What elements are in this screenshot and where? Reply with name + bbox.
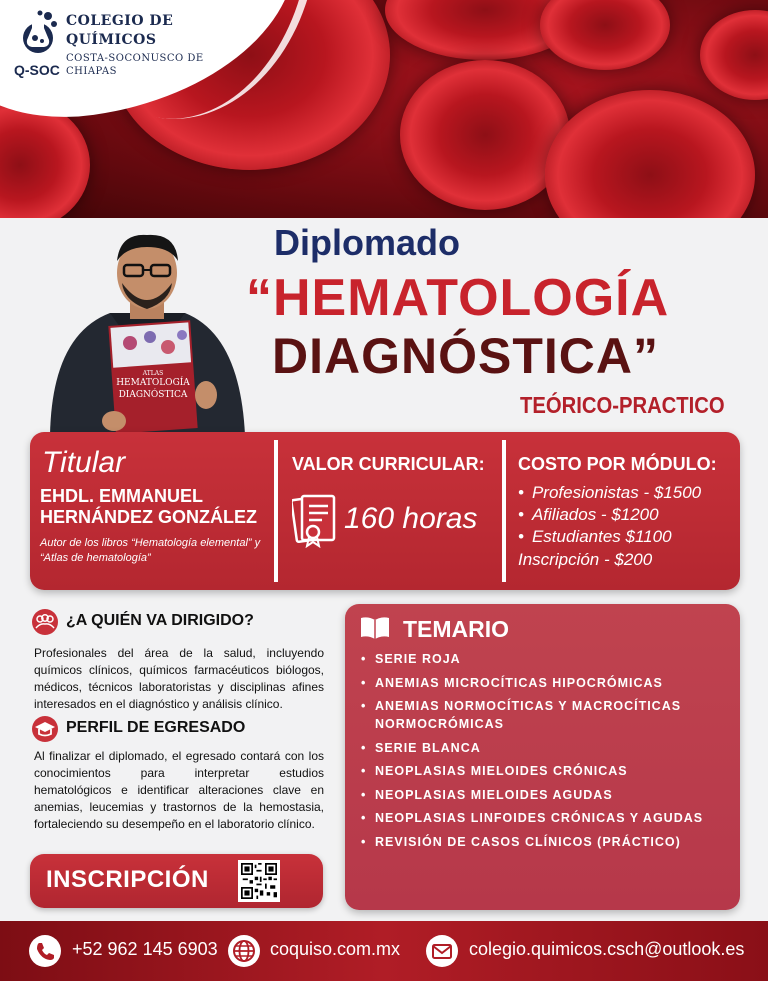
- graduation-cap-icon: [32, 716, 58, 742]
- blood-cell: [700, 10, 768, 100]
- divider: [274, 440, 278, 582]
- temario-item: • NEOPLASIAS MIELOIDES AGUDAS: [361, 786, 731, 804]
- temario-item: • NEOPLASIAS LINFOIDES CRÓNICAS Y AGUDAS: [361, 809, 731, 827]
- temario-item: • ANEMIAS NORMOCÍTICAS Y MACROCÍTICAS NORMOCRÓMICAS: [361, 697, 731, 733]
- temario-card: [345, 604, 740, 910]
- qr-code[interactable]: [238, 860, 280, 902]
- logo-short: Q-SOC: [14, 62, 60, 78]
- book-cover-line3: DIAGNÓSTICA: [118, 390, 188, 400]
- title-line-2: DIAGNÓSTICA”: [272, 328, 659, 384]
- logo-name: COLEGIO DE QUÍMICOS: [66, 13, 174, 48]
- speaker-photo: [40, 225, 255, 435]
- temario-item: • ANEMIAS MICROCÍTICAS HIPOCRÓMICAS: [361, 674, 731, 692]
- titular-name: EHDL. EMMANUEL HERNÁNDEZ GONZÁLEZ: [40, 486, 257, 527]
- temario-item: • NEOPLASIAS MIELOIDES CRÓNICAS: [361, 762, 731, 780]
- blood-cell: [400, 60, 570, 210]
- book-cover-line1: ATLAS: [142, 370, 164, 377]
- book-cover-line2: HEMATOLOGÍA: [116, 378, 190, 388]
- flask-logo-icon: [18, 10, 62, 56]
- email-link[interactable]: colegio.quimicos.csch@outlook.es: [469, 939, 745, 959]
- temario-list: [361, 650, 731, 856]
- globe-icon: [228, 935, 260, 967]
- certificate-icon: [292, 492, 338, 548]
- blood-cell: [0, 100, 90, 218]
- costo-item: • Estudiantes $1100: [518, 526, 701, 548]
- temario-item: • SERIE BLANCA: [361, 739, 731, 757]
- inscripcion-label: INSCRIPCIÓN: [46, 866, 209, 893]
- hero-banner: [0, 0, 768, 218]
- costo-inscripcion: Inscripción - $200: [518, 550, 653, 569]
- info-band: [30, 432, 740, 590]
- valor-heading: VALOR CURRICULAR:: [292, 454, 485, 474]
- costo-heading: COSTO POR MÓDULO:: [518, 454, 717, 474]
- titular-label: Titular: [42, 446, 126, 479]
- perfil-heading: PERFIL DE EGRESADO: [66, 719, 246, 736]
- group-icon: [32, 609, 58, 635]
- modality-label: TEÓRICO-PRACTICO: [520, 392, 725, 418]
- website-link[interactable]: coquiso.com.mx: [270, 939, 401, 959]
- mail-icon: [426, 935, 458, 967]
- temario-heading: TEMARIO: [403, 616, 510, 642]
- blood-cell: [540, 0, 670, 70]
- valor-hours: 160 horas: [344, 502, 478, 535]
- blood-cell: [545, 90, 755, 218]
- titular-description: Autor de los libros “Hematología elemental” y “Atlas de hematología”: [40, 537, 261, 564]
- footer: [0, 921, 768, 981]
- open-book-icon: [359, 616, 391, 640]
- costo-item: • Afiliados - $1200: [518, 504, 701, 526]
- perfil-text: Al finalizar el diplomado, el egresado contará con los conocimientos para interpretar estudios hematológicos e identificar alteraciones clave en anemias, leucemias y trastornos de la hemostasia, fortaleciendo su desempeño en el laboratorio clínico.: [34, 749, 324, 831]
- temario-item: • REVISIÓN DE CASOS CLÍNICOS (PRÁCTICO): [361, 833, 731, 851]
- dirigido-heading: ¿A QUIÉN VA DIRIGIDO?: [66, 612, 254, 629]
- phone-icon: [29, 935, 61, 967]
- logo-region: COSTA-SOCONUSCO DE CHIAPAS: [66, 53, 204, 77]
- temario-item: • SERIE ROJA: [361, 650, 731, 668]
- inscripcion-button[interactable]: [30, 854, 323, 908]
- logo: [14, 10, 214, 80]
- phone-number[interactable]: +52 962 145 6903: [72, 939, 218, 959]
- diploma-kicker: Diplomado: [274, 222, 460, 263]
- costo-item: • Profesionistas - $1500: [518, 482, 701, 504]
- title-line-1: “HEMATOLOGÍA: [246, 269, 670, 327]
- costo-list: [518, 482, 701, 548]
- divider: [502, 440, 506, 582]
- dirigido-text: Profesionales del área de la salud, incluyendo químicos clínicos, químicos farmacéuticos biólogos, médicos, técnicos laboratoristas y disciplinas afines interesados en el diagnóstico y análisis clínico.: [34, 646, 324, 711]
